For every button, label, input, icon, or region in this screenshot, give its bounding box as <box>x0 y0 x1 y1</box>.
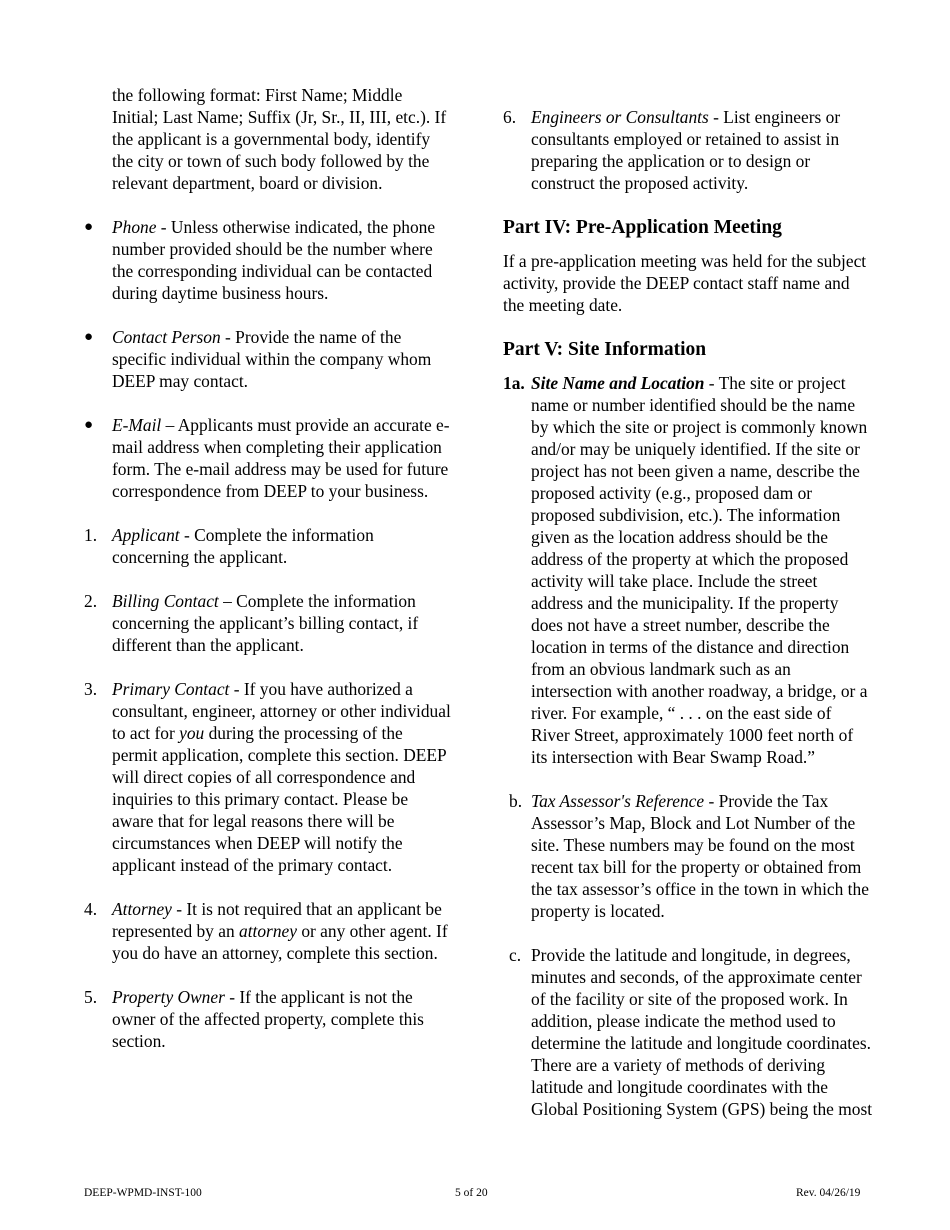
footer-doc-id: DEEP-WPMD-INST-100 <box>84 1187 202 1199</box>
left-column <box>84 84 452 1074</box>
bullet-icon: ● <box>84 329 94 345</box>
list-item-attorney: 4. Attorney - It is not required that an applicant be represented by an attorney or any other agent. If you do have an attorney, complete this section. <box>84 899 448 963</box>
bullet-term: E-Mail <box>112 415 162 435</box>
list-item-primary-contact: 3. Primary Contact - If you have authorized a consultant, engineer, attorney or other individual to act for you during the processing of the permit application, complete this section. DEEP will direct copies of all correspondence and inquiries to this primary contact. Please be aware that for legal reasons there will be circumstances when DEEP will notify the applicant instead of the primary contact. <box>84 679 451 875</box>
intro-paragraph: the following format: First Name; Middle Initial; Last Name; Suffix (Jr, Sr., II, III, etc.). If the applicant is a governmental body, identify the city or town of such body followed by the relevant department, board or division. <box>112 85 447 193</box>
bullet-icon: ● <box>84 417 94 433</box>
bullet-contact-person: ● Contact Person - Provide the name of the specific individual within the company whom DEEP may contact. <box>84 327 432 391</box>
list-item-billing-contact: 2. Billing Contact – Complete the information concerning the applicant’s billing contact, if different than the applicant. <box>84 591 419 655</box>
list-item-engineers: 6. Engineers or Consultants - List engineers or consultants employed or retained to assist in preparing the application or to design or construct the proposed activity. <box>503 107 841 193</box>
footer-revision: Rev. 04/26/19 <box>796 1187 861 1199</box>
part-iv-paragraph: If a pre-application meeting was held for the subject activity, provide the DEEP contact staff name and the meeting date. <box>503 251 867 315</box>
heading-part-iv: Part IV: Pre-Application Meeting <box>503 217 782 238</box>
heading-part-v: Part V: Site Information <box>503 339 707 360</box>
list-item-applicant: 1. Applicant - Complete the information concerning the applicant. <box>84 525 374 567</box>
footer-page-number: 5 of 20 <box>455 1187 488 1199</box>
bullet-email: ● E-Mail – Applicants must provide an accurate e-mail address when completing their application form. The e-mail address may be used for future correspondence from DEEP to your business. <box>84 415 450 501</box>
right-column <box>503 106 873 1142</box>
list-item-latitude: c. Provide the latitude and longitude, in degrees, minutes and seconds, of the approximate center of the facility or site of the proposed work. In addition, please indicate the method used to determine the latitude and longitude coordinates. There are a variety of methods of deriving latitude and longitude coordinates with the Global Positioning System (GPS) being the most <box>509 945 873 1119</box>
list-item-tax-assessor: b. Tax Assessor's Reference - Provide the Tax Assessor’s Map, Block and Lot Number of the site. These numbers may be found on the most recent tax bill for the property or obtained from the tax assessor’s office in the town in which the property is located. <box>509 791 869 921</box>
bullet-term: Contact Person <box>112 327 221 347</box>
list-item-site-name: 1a. Site Name and Location - The site or project name or number identified should be the name by which the site or project is commonly known and/or may be uniquely identified. If the site or project has not been given a name, describe the proposed activity (e.g., proposed dam or proposed subdivision, etc.). The information given as the location address should be the address of the property at which the proposed activity will take place. Include the street address and the municipality. If the property does not have a street number, describe the location in terms of the distance and direction from an obvious landmark such as an intersection with another roadway, a bridge, or a river. For example, “ . . . on the east side of River Street, approximately 1000 feet north of its intersection with Bear Swamp Road.” <box>503 373 868 767</box>
bullet-term: Phone <box>112 217 157 237</box>
list-item-property-owner: 5. Property Owner - If the applicant is not the owner of the affected property, complete this section. <box>84 987 424 1051</box>
bullet-icon: ● <box>84 219 94 235</box>
bullet-phone: ● Phone - Unless otherwise indicated, the phone number provided should be the number where the corresponding individual can be contacted during daytime business hours. <box>84 217 436 303</box>
